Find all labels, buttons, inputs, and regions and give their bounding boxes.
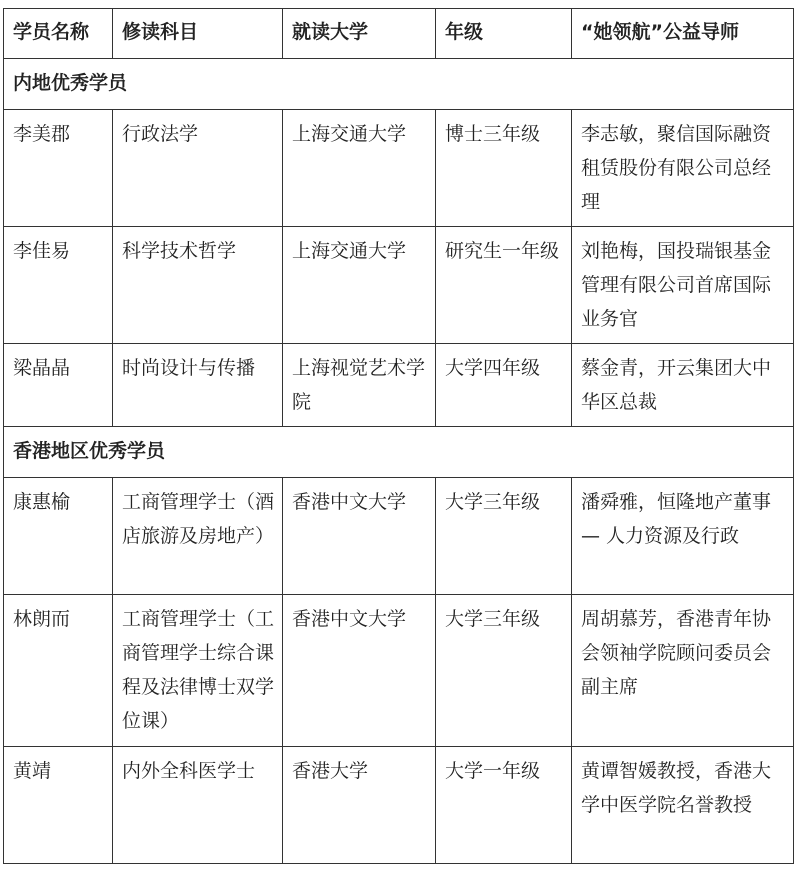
table-row — [4, 344, 794, 427]
cell-mentor: 周胡慕芳，香港青年协会领袖学院顾问委员会副主席 — [572, 595, 794, 747]
cell-subject: 行政法学 — [113, 110, 283, 227]
header-university: 就读大学 — [283, 9, 436, 59]
cell-grade: 大学四年级 — [436, 344, 572, 427]
cell-university: 香港中文大学 — [283, 595, 436, 747]
table-row — [4, 478, 794, 595]
cell-subject: 工商管理学士（工商管理学士综合课程及法律博士双学位课） — [113, 595, 283, 747]
table-row — [4, 227, 794, 344]
cell-subject: 内外全科医学士 — [113, 747, 283, 864]
header-subject: 修读科目 — [113, 9, 283, 59]
table-row — [4, 595, 794, 747]
section-title: 香港地区优秀学员 — [4, 427, 794, 478]
student-mentor-table — [3, 8, 794, 864]
cell-grade: 博士三年级 — [436, 110, 572, 227]
cell-subject: 科学技术哲学 — [113, 227, 283, 344]
cell-student-name: 黄靖 — [4, 747, 113, 864]
cell-university: 上海交通大学 — [283, 110, 436, 227]
cell-university: 上海视觉艺术学院 — [283, 344, 436, 427]
cell-student-name: 梁晶晶 — [4, 344, 113, 427]
cell-mentor: 李志敏，聚信国际融资租赁股份有限公司总经理 — [572, 110, 794, 227]
table-row — [4, 110, 794, 227]
cell-grade: 大学三年级 — [436, 595, 572, 747]
cell-grade: 研究生一年级 — [436, 227, 572, 344]
cell-subject: 时尚设计与传播 — [113, 344, 283, 427]
section-row-hong-kong — [4, 427, 794, 478]
section-row-mainland — [4, 59, 794, 110]
cell-student-name: 康惠榆 — [4, 478, 113, 595]
header-row — [4, 9, 794, 59]
cell-university: 香港大学 — [283, 747, 436, 864]
header-student-name: 学员名称 — [4, 9, 113, 59]
cell-university: 香港中文大学 — [283, 478, 436, 595]
cell-student-name: 李佳易 — [4, 227, 113, 344]
header-mentor: “她领航”公益导师 — [572, 9, 794, 59]
cell-subject: 工商管理学士（酒店旅游及房地产） — [113, 478, 283, 595]
cell-university: 上海交通大学 — [283, 227, 436, 344]
cell-mentor: 黄谭智媛教授，香港大学中医学院名誉教授 — [572, 747, 794, 864]
cell-student-name: 李美郡 — [4, 110, 113, 227]
cell-grade: 大学三年级 — [436, 478, 572, 595]
cropped-caption-fragment — [0, 0, 260, 5]
cell-mentor: 蔡金青，开云集团大中华区总裁 — [572, 344, 794, 427]
table-row — [4, 747, 794, 864]
header-grade: 年级 — [436, 9, 572, 59]
cell-mentor: 潘舜雅，恒隆地产董事 — 人力资源及行政 — [572, 478, 794, 595]
cell-grade: 大学一年级 — [436, 747, 572, 864]
cell-mentor: 刘艳梅，国投瑞银基金管理有限公司首席国际业务官 — [572, 227, 794, 344]
section-title: 内地优秀学员 — [4, 59, 794, 110]
cell-student-name: 林朗而 — [4, 595, 113, 747]
